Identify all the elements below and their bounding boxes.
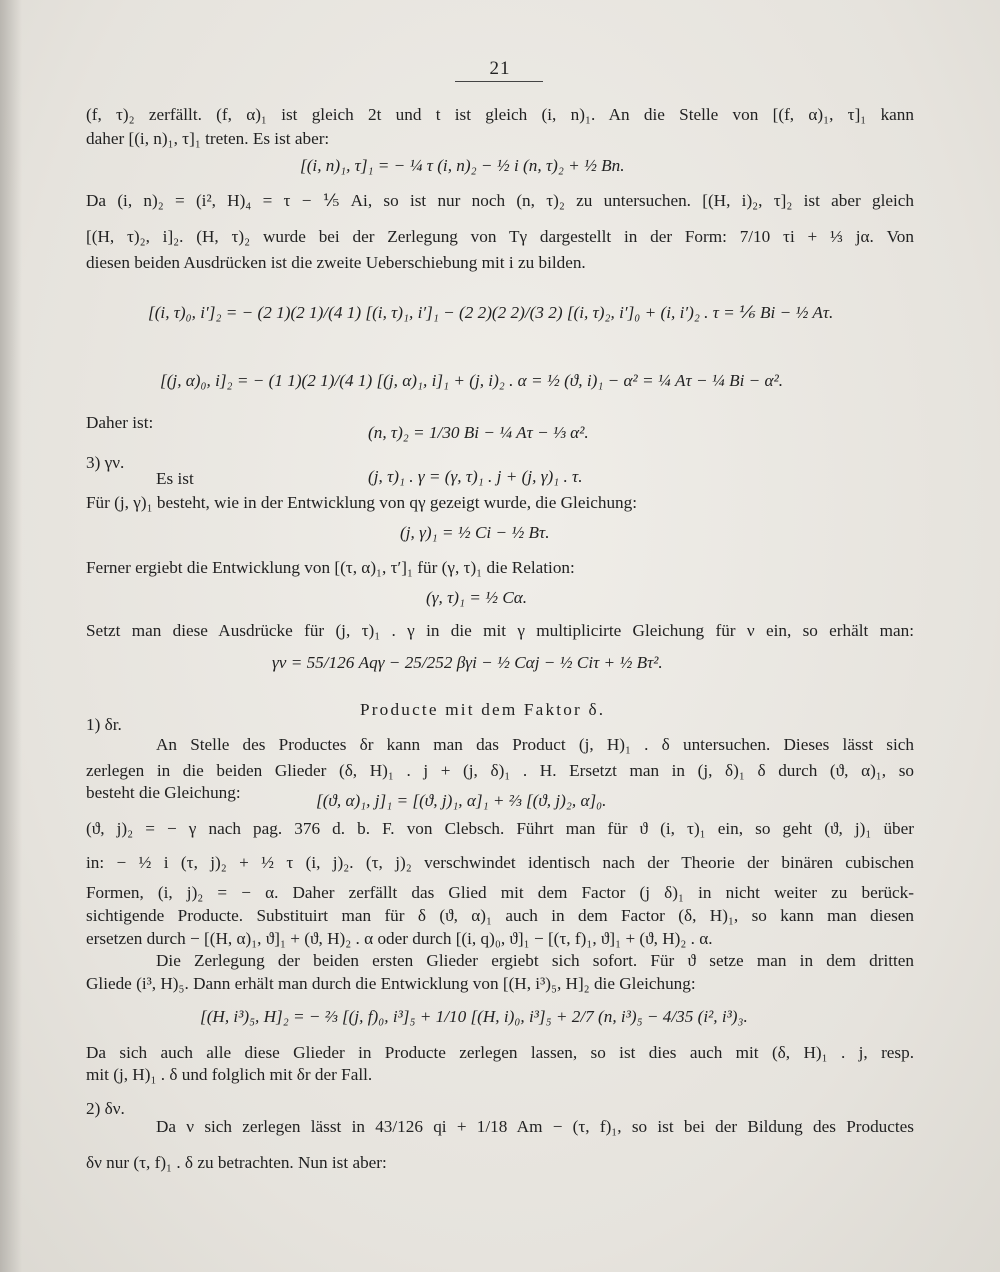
text-line: Da sich auch alle diese Glieder in Producte zerlegen lassen, so ist dies auch mit (δ, H)₁ . j, resp. xyxy=(86,1043,914,1062)
text-line: ersetzen durch − [(H, α)₁, ϑ]₁ + (ϑ, H)₂ . α oder durch [(i, q)₀, ϑ]₁ − [(τ, f)₁, ϑ]₁ + (ϑ, H)₂ . α. xyxy=(86,929,713,948)
equation: (j, τ)₁ . γ = (γ, τ)₁ . j + (j, γ)₁ . τ. xyxy=(368,467,583,486)
section-title: Producte mit dem Faktor δ. xyxy=(360,700,606,719)
section-label: 1) δr. xyxy=(86,715,122,734)
equation: (j, γ)₁ = ½ Ci − ½ Bτ. xyxy=(400,523,550,542)
text-line: Die Zerlegung der beiden ersten Glieder ergiebt sich sofort. Für ϑ setze man in dem dritten xyxy=(156,951,914,970)
text-line: [(H, τ)₂, i]₂. (H, τ)₂ wurde bei der Zerlegung von Tγ dargestellt in der Form: 7/10 τi + ⅓ jα. Von xyxy=(86,227,914,246)
text-line: zerlegen in die beiden Glieder (δ, H)₁ . j + (j, δ)₁ . H. Ersetzt man in (j, δ)₁ δ durch (ϑ, α)₁, so xyxy=(86,761,914,780)
text-line: (ϑ, j)₂ = − γ nach pag. 376 d. b. F. von Clebsch. Führt man für ϑ (i, τ)₁ ein, so geht (ϑ, j)₁ über xyxy=(86,819,914,838)
equation: [(i, τ)₀, i′]₂ = − (2 1)(2 1)/(4 1) [(i, τ)₁, i′]₁ − (2 2)(2 2)/(3 2) [(i, τ)₂, i′]₀ + (i, i′)₂ . τ = ⅙ Bi − ½ Aτ. xyxy=(148,303,834,322)
text-line: Da (i, n)₂ = (i², H)₄ = τ − ⅕ Ai, so ist nur noch (n, τ)₂ zu untersuchen. [(H, i)₂, τ]₂ ist aber gleich xyxy=(86,191,914,210)
text-line: diesen beiden Ausdrücken ist die zweite Ueberschiebung mit i zu bilden. xyxy=(86,253,586,272)
text-line: in: − ½ i (τ, j)₂ + ½ τ (i, j)₂. (τ, j)₂ verschwindet identisch nach der Theorie der binären cubischen xyxy=(86,853,914,872)
text-line: Daher ist: xyxy=(86,413,154,432)
equation: [(ϑ, α)₁, j]₁ = [(ϑ, j)₁, α]₁ + ⅔ [(ϑ, j)₂, α]₀. xyxy=(316,791,607,810)
equation: [(H, i³)₅, H]₂ = − ⅔ [(j, f)₀, i³]₅ + 1/10 [(H, i)₀, i³]₅ + 2/7 (n, i³)₅ − 4/35 (i², i³)₃. xyxy=(200,1007,748,1026)
text-line: Da ν sich zerlegen lässt in 43/126 qi + 1/18 Am − (τ, f)₁, so ist bei der Bildung des Productes xyxy=(156,1117,914,1136)
section-label: 3) γν. xyxy=(86,453,125,472)
equation: [(j, α)₀, i]₂ = − (1 1)(2 1)/(4 1) [(j, α)₁, i]₁ + (j, i)₂ . α = ½ (ϑ, i)₁ − α² = ¼ Aτ − ¼ Bi − α². xyxy=(160,371,784,390)
text-line: δν nur (τ, f)₁ . δ zu betrachten. Nun ist aber: xyxy=(86,1153,387,1172)
text-line: besteht die Gleichung: xyxy=(86,783,241,802)
text-line: (f, τ)₂ zerfällt. (f, α)₁ ist gleich 2t und t ist gleich (i, n)₁. An die Stelle von [(f, α)₁, τ]₁ kann xyxy=(86,105,914,124)
text-line: Setzt man diese Ausdrücke für (j, τ)₁ . γ in die mit γ multiplicirte Gleichung für ν ein, so erhält man: xyxy=(86,621,914,640)
text-line: daher [(i, n)₁, τ]₁ treten. Es ist aber: xyxy=(86,129,330,148)
section-label: 2) δν. xyxy=(86,1099,125,1118)
text-line: Formen, (i, j)₂ = − α. Daher zerfällt das Glied mit dem Factor (j δ)₁ in nicht weiter zu berück- xyxy=(86,883,914,902)
text-line: Ferner ergiebt die Entwicklung von [(τ, α)₁, τ′]₁ für (γ, τ)₁ die Relation: xyxy=(86,558,575,577)
page-edge-shadow xyxy=(0,0,22,1272)
page-number-rule xyxy=(455,81,543,82)
equation: (γ, τ)₁ = ½ Cα. xyxy=(426,588,528,607)
equation: [(i, n)₁, τ]₁ = − ¼ τ (i, n)₂ − ½ i (n, τ)₂ + ½ Bn. xyxy=(300,156,625,175)
page-number: 21 xyxy=(489,58,511,79)
text-line: sichtigende Producte. Substituirt man für δ (ϑ, α)₁ auch in dem Factor (δ, H)₁, so kann man diesen xyxy=(86,906,914,925)
text-line: mit (j, H)₁ . δ und folglich mit δr der Fall. xyxy=(86,1065,373,1084)
equation: γν = 55/126 Aqγ − 25/252 βγi − ½ Cαj − ½ Ciτ + ½ Bτ². xyxy=(272,653,663,672)
text-line: An Stelle des Productes δr kann man das Product (j, H)₁ . δ untersuchen. Dieses lässt sich xyxy=(156,735,914,754)
text-line: Gliede (i³, H)₅. Dann erhält man durch die Entwicklung von [(H, i³)₅, H]₂ die Gleichung: xyxy=(86,974,696,993)
equation: (n, τ)₂ = 1/30 Bi − ¼ Aτ − ⅓ α². xyxy=(368,423,589,442)
text-line: Für (j, γ)₁ besteht, wie in der Entwicklung von qγ gezeigt wurde, die Gleichung: xyxy=(86,493,637,512)
text-line: Es ist xyxy=(156,469,194,488)
